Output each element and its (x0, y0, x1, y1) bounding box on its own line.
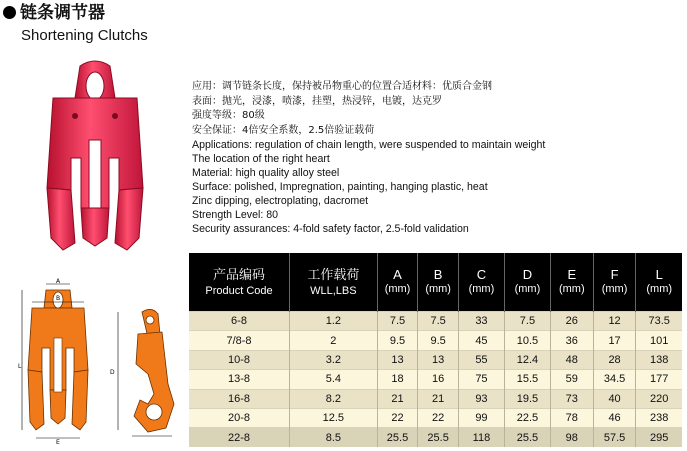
cell-b: 22 (418, 408, 459, 427)
description-english (192, 138, 682, 236)
cell-f: 57.5 (593, 428, 636, 447)
cell-e: 73 (550, 389, 593, 408)
cell-f: 17 (593, 331, 636, 350)
cell-e: 48 (550, 350, 593, 369)
desc-en-line: Security assurances: 4-fold safety factor, 2.5-fold validation (192, 223, 469, 235)
cell-e: 78 (550, 408, 593, 427)
cell-f: 12 (593, 312, 636, 331)
header-zh: 工作载荷 (307, 266, 360, 282)
product-photo (35, 58, 155, 256)
cell-d: 7.5 (504, 312, 550, 331)
cell-l: 73.5 (636, 312, 682, 331)
cell-b: 7.5 (418, 312, 459, 331)
cell-product-code: 13-8 (189, 370, 290, 389)
cell-b: 16 (418, 370, 459, 389)
cell-product-code: 6-8 (189, 312, 290, 331)
desc-zh-line: 安全保证：4倍安全系数，2.5倍验证载荷 (192, 124, 375, 136)
header-letter: D (522, 267, 533, 282)
table-row (189, 350, 682, 369)
header-zh: 产品编码 (213, 266, 266, 282)
header-f (593, 253, 636, 312)
front-view-drawing (18, 278, 98, 444)
dim-label-b: B (56, 295, 61, 302)
cell-f: 28 (593, 350, 636, 369)
cell-l: 101 (636, 331, 682, 350)
dim-label-l: L (18, 363, 22, 370)
desc-en-line: Surface: polished, Impregnation, painting, hanging plastic, heat (192, 181, 488, 193)
cell-product-code: 20-8 (189, 408, 290, 427)
specification-table (189, 253, 682, 447)
header-e (550, 253, 593, 312)
cell-a: 25.5 (377, 428, 418, 447)
header-letter: E (567, 267, 577, 282)
cell-wll: 8.5 (290, 428, 378, 447)
cell-l: 138 (636, 350, 682, 369)
cell-l: 220 (636, 389, 682, 408)
cell-d: 19.5 (504, 389, 550, 408)
header-letter: A (393, 267, 402, 282)
desc-en-line: Strength Level: 80 (192, 209, 278, 221)
cell-e: 59 (550, 370, 593, 389)
header-l (636, 253, 682, 312)
cell-c: 55 (458, 350, 504, 369)
cell-f: 46 (593, 408, 636, 427)
header-unit: (mm) (558, 283, 585, 295)
cell-d: 10.5 (504, 331, 550, 350)
cell-c: 93 (458, 389, 504, 408)
side-view-drawing (108, 304, 190, 444)
desc-en-line: Zinc dipping, electroplating, dacromet (192, 195, 369, 207)
table-header-row (189, 253, 682, 312)
table-row (189, 370, 682, 389)
table-row (189, 331, 682, 350)
table-row (189, 312, 682, 331)
cell-e: 98 (550, 428, 593, 447)
cell-wll: 12.5 (290, 408, 378, 427)
header-c (458, 253, 504, 312)
header-product-code (189, 253, 290, 312)
cell-b: 9.5 (418, 331, 459, 350)
cell-wll: 2 (290, 331, 378, 350)
cell-wll: 8.2 (290, 389, 378, 408)
cell-c: 118 (458, 428, 504, 447)
cell-d: 12.4 (504, 350, 550, 369)
cell-e: 26 (550, 312, 593, 331)
header-unit: (mm) (425, 283, 451, 295)
bullet-icon (3, 6, 16, 19)
title-english: Shortening Clutchs (21, 27, 148, 44)
cell-product-code: 10-8 (189, 350, 290, 369)
title-chinese (3, 2, 105, 24)
desc-en-line: Material: high quality alloy steel (192, 167, 340, 179)
dim-label-d: D (110, 369, 115, 376)
title-chinese-text: 链条调节器 (20, 3, 105, 23)
header-unit: (mm) (384, 283, 411, 295)
header-letter: B (433, 267, 443, 282)
header-unit: (mm) (601, 283, 628, 295)
desc-zh-line: 应用：调节链条长度，保持被吊物重心的位置合适材料：优质合金钢 (192, 81, 492, 92)
header-unit: (mm) (646, 283, 673, 295)
cell-f: 40 (593, 389, 636, 408)
header-letter: F (610, 267, 619, 282)
cell-a: 22 (377, 408, 418, 427)
header-letter: C (476, 267, 487, 282)
cell-a: 7.5 (377, 312, 418, 331)
table-row (189, 408, 682, 427)
header-en: Product Code (205, 284, 273, 297)
cell-l: 238 (636, 408, 682, 427)
cell-wll: 3.2 (290, 350, 378, 369)
description-chinese (192, 80, 672, 138)
desc-zh-line: 强度等级：80级 (192, 110, 265, 121)
dim-label-a: A (56, 278, 61, 285)
table-body (189, 312, 682, 447)
desc-en-line: Applications: regulation of chain length, were suspended to maintain weight (192, 139, 546, 151)
header-unit: (mm) (514, 283, 541, 295)
header-d (504, 253, 550, 312)
cell-b: 25.5 (418, 428, 459, 447)
cell-a: 21 (377, 389, 418, 408)
cell-f: 34.5 (593, 370, 636, 389)
cell-a: 13 (377, 350, 418, 369)
cell-wll: 1.2 (290, 312, 378, 331)
header-unit: (mm) (468, 283, 495, 295)
header-a (377, 253, 418, 312)
cell-c: 75 (458, 370, 504, 389)
table-row (189, 389, 682, 408)
cell-product-code: 16-8 (189, 389, 290, 408)
header-letter: L (655, 267, 663, 282)
dim-label-e: E (56, 439, 60, 444)
desc-en-line: The location of the right heart (192, 153, 330, 165)
cell-wll: 5.4 (290, 370, 378, 389)
cell-b: 13 (418, 350, 459, 369)
table-row (189, 428, 682, 447)
header-b (418, 253, 459, 312)
desc-zh-line: 表面：抛光，浸漆，喷漆，挂塑，热浸锌，电镀，达克罗 (192, 95, 442, 107)
cell-a: 18 (377, 370, 418, 389)
cell-product-code: 7/8-8 (189, 331, 290, 350)
cell-l: 295 (636, 428, 682, 447)
cell-c: 45 (458, 331, 504, 350)
cell-l: 177 (636, 370, 682, 389)
header-wll (290, 253, 378, 312)
cell-d: 25.5 (504, 428, 550, 447)
cell-e: 36 (550, 331, 593, 350)
cell-d: 15.5 (504, 370, 550, 389)
cell-a: 9.5 (377, 331, 418, 350)
header-en: WLL,LBS (310, 284, 357, 297)
cell-d: 22.5 (504, 408, 550, 427)
cell-c: 33 (458, 312, 504, 331)
cell-product-code: 22-8 (189, 428, 290, 447)
cell-c: 99 (458, 408, 504, 427)
cell-b: 21 (418, 389, 459, 408)
